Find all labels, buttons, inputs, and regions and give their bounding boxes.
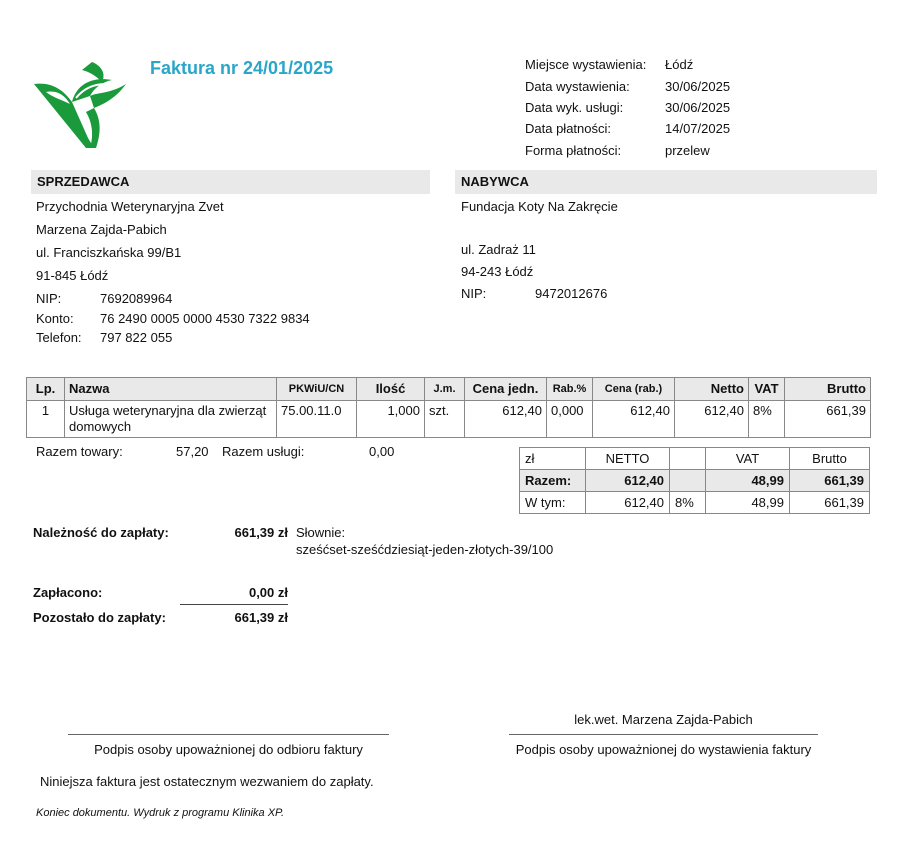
col-header-brutto: Brutto [785,378,871,401]
issuer-signature-caption: Podpis osoby upoważnionej do wystawienia faktury [515,742,812,757]
summary-col-vat: VAT [706,448,790,470]
items-table [26,377,871,438]
cell-brutto: 661,39 [785,401,871,438]
summary-incl-vat: 48,99 [706,492,790,514]
summary-total-vat: 48,99 [706,470,790,492]
summary-total-brutto: 661,39 [790,470,870,492]
goods-total-value: 57,20 [176,444,209,459]
cell-unit-price: 612,40 [465,401,547,438]
summary-col-brutto: Brutto [790,448,870,470]
services-total-label: Razem usługi: [222,444,305,459]
invoice-title: Faktura nr 24/01/2025 [150,58,334,78]
summary-incl-row [520,492,870,514]
receiver-signature-caption: Podpis osoby upoważnionej do odbioru faktury [94,742,363,757]
remaining-value: 661,39 zł [234,610,288,625]
cell-pkwiu: 75.00.11.0 [277,401,357,438]
amount-due-value: 661,39 zł [234,525,288,540]
buyer-nip: 9472012676 [535,286,608,301]
seller-account: 76 2490 0005 0000 4530 7322 9834 [100,311,310,326]
col-header-vat: VAT [749,378,785,401]
vat-summary-table [519,447,870,514]
col-header-qty: Ilość [357,378,425,401]
document-end-note: Koniec dokumentu. Wydruk z programu Klinika XP. [36,807,285,819]
clinic-logo-icon [32,62,128,148]
summary-total-netto: 612,40 [586,470,670,492]
cell-price-disc: 612,40 [593,401,675,438]
goods-total-label: Razem towary: [36,444,123,459]
summary-total-label: Razem: [520,470,586,492]
col-header-pkwiu: PKWiU/CN [277,378,357,401]
buyer-header: NABYWCA [455,170,877,194]
meta-label: Data płatności: [525,121,611,136]
cell-netto: 612,40 [675,401,749,438]
amount-words: sześćset-sześćdziesiąt-jeden-złotych-39/100 [296,542,554,557]
meta-label: Forma płatności: [525,143,622,158]
issuer-name: lek.wet. Marzena Zajda-Pabich [574,712,753,727]
cell-discount: 0,000 [547,401,593,438]
col-header-name: Nazwa [65,378,277,401]
seller-street: ul. Franciszkańska 99/B1 [36,245,182,260]
receiver-signature-line [68,734,389,735]
buyer-name: Fundacja Koty Na Zakręcie [461,199,618,214]
summary-header-row [520,448,870,470]
summary-incl-rate: 8% [670,492,706,514]
meta-label: Miejsce wystawienia: [525,57,647,72]
services-total-value: 0,00 [369,444,395,459]
seller-owner: Marzena Zajda-Pabich [36,222,167,237]
meta-value: 30/06/2025 [665,100,731,115]
summary-currency: zł [520,448,586,470]
amount-due-label: Należność do zapłaty: [33,525,169,540]
remaining-label: Pozostało do zapłaty: [33,610,166,625]
cell-qty: 1,000 [357,401,425,438]
summary-incl-brutto: 661,39 [790,492,870,514]
seller-nip: 7692089964 [100,291,173,306]
seller-nip-label: NIP: [36,291,62,306]
seller-phone: 797 822 055 [100,330,173,345]
items-header-row [27,378,871,401]
summary-incl-label: W tym: [520,492,586,514]
meta-value: 14/07/2025 [665,121,731,136]
summary-total-rate [670,470,706,492]
seller-phone-label: Telefon: [36,330,82,345]
meta-label: Data wyk. usługi: [525,100,624,115]
seller-account-label: Konto: [36,311,74,326]
issuer-signature-line [509,734,818,735]
summary-col-rate [670,448,706,470]
summary-total-row [520,470,870,492]
cell-vat: 8% [749,401,785,438]
col-header-unit-price: Cena jedn. [465,378,547,401]
buyer-city: 94-243 Łódź [461,264,534,279]
meta-value: 30/06/2025 [665,79,731,94]
seller-name: Przychodnia Weterynaryjna Zvet [36,199,224,214]
summary-col-netto: NETTO [586,448,670,470]
cell-unit: szt. [425,401,465,438]
meta-label: Data wystawienia: [525,79,630,94]
buyer-street: ul. Zadraż 11 [461,242,536,257]
final-notice: Niniejsza faktura jest ostatecznym wezwaniem do zapłaty. [40,774,374,789]
amount-words-label: Słownie: [296,525,346,540]
col-header-netto: Netto [675,378,749,401]
cell-name: Usługa weterynaryjna dla zwierząt domowych [65,401,277,438]
summary-incl-netto: 612,40 [586,492,670,514]
col-header-discount: Rab.% [547,378,593,401]
table-row [27,401,871,438]
buyer-nip-label: NIP: [461,286,487,301]
paid-label: Zapłacono: [33,585,103,600]
col-header-lp: Lp. [27,378,65,401]
paid-underline [180,604,288,605]
seller-city: 91-845 Łódź [36,268,109,283]
col-header-price-disc: Cena (rab.) [593,378,675,401]
meta-value: przelew [665,143,710,158]
paid-value: 0,00 zł [248,585,288,600]
seller-header: SPRZEDAWCA [31,170,430,194]
meta-value: Łódź [665,57,694,72]
cell-lp: 1 [27,401,65,438]
col-header-unit: J.m. [425,378,465,401]
